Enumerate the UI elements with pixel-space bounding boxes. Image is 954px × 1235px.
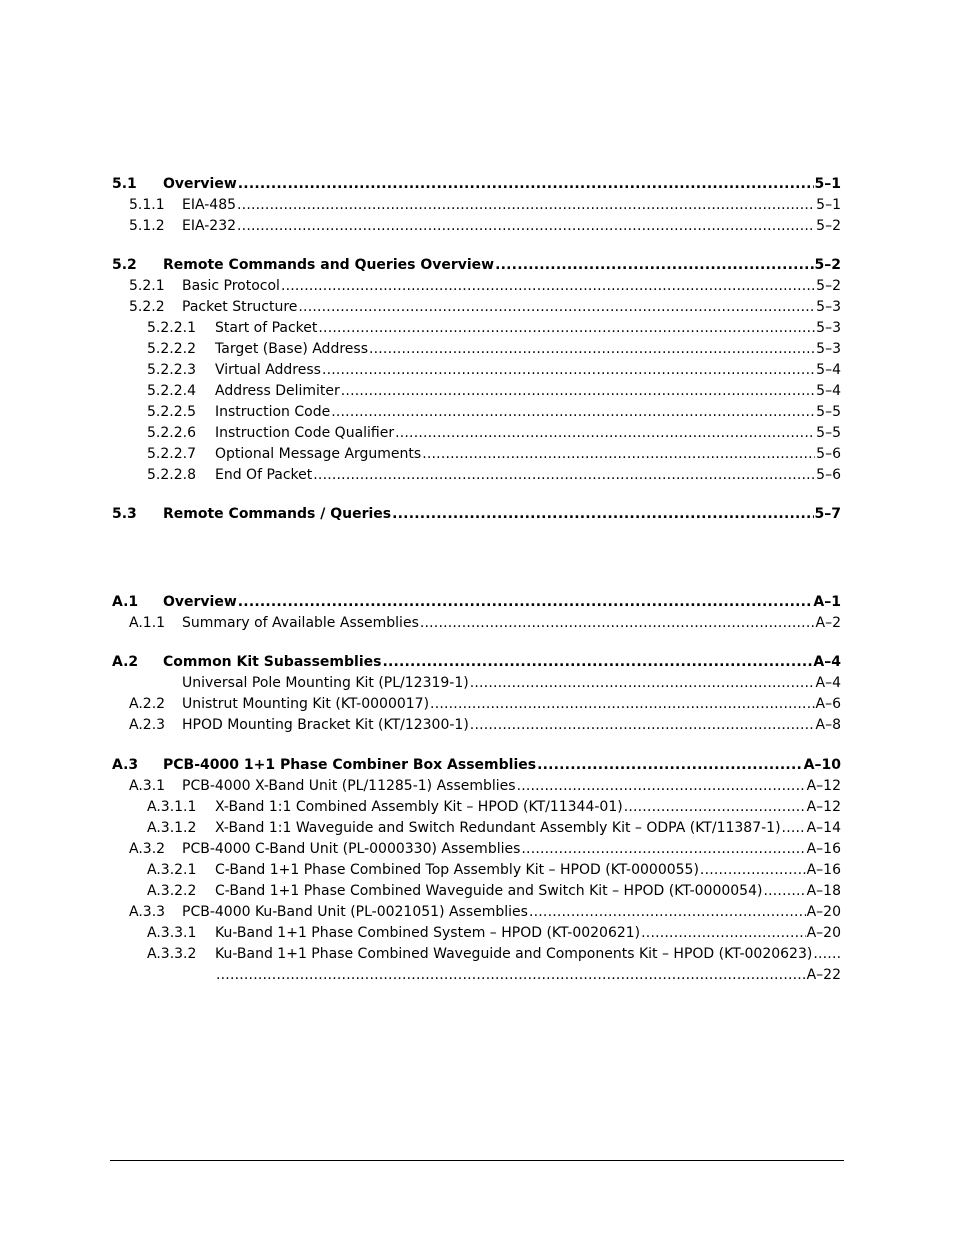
- toc-entry[interactable]: [112, 965, 841, 986]
- toc-dot-leader: [420, 613, 815, 634]
- toc-entry-number: 5.2.2.2: [147, 341, 196, 357]
- toc-entry-title: Remote Commands and Queries Overview: [163, 257, 495, 273]
- toc-dot-leader: [341, 381, 815, 402]
- toc-entry-number: A.3.1.1: [147, 799, 197, 815]
- toc-dot-leader: [392, 504, 813, 525]
- toc-entry-number: 5.3: [112, 506, 137, 522]
- toc-section-entry[interactable]: [112, 652, 841, 673]
- toc-entry[interactable]: [112, 216, 841, 237]
- toc-entry-title: EIA-232: [182, 218, 237, 234]
- toc-entry-title: HPOD Mounting Bracket Kit (KT/12300-1): [182, 717, 469, 733]
- toc-entry[interactable]: [112, 276, 841, 297]
- toc-dot-leader: [470, 673, 815, 694]
- toc-entry-number: A.3.2.1: [147, 862, 197, 878]
- toc-entry[interactable]: [112, 465, 841, 486]
- toc-dot-leader: [495, 255, 813, 276]
- toc-entry-title: Virtual Address: [215, 362, 321, 378]
- toc-entry-title: Start of Packet: [215, 320, 318, 336]
- toc-entry[interactable]: [112, 860, 841, 881]
- toc-entry-page: 5–1: [816, 197, 841, 213]
- toc-dot-leader: [382, 652, 812, 673]
- toc-entry-page: A–18: [806, 883, 841, 899]
- toc-entry-page: 5–4: [816, 362, 841, 378]
- toc-entry-title: Instruction Code Qualifier: [215, 425, 395, 441]
- toc-entry[interactable]: [112, 297, 841, 318]
- toc-entry-number: 5.2.2.8: [147, 467, 196, 483]
- toc-dot-leader: [318, 318, 815, 339]
- toc-entry-number: A.2.2: [129, 696, 166, 712]
- toc-dot-leader: [763, 881, 805, 902]
- toc-dot-leader: [281, 276, 815, 297]
- toc-entry-page: A–6: [815, 696, 841, 712]
- toc-entry-title: Summary of Available Assemblies: [182, 615, 419, 631]
- toc-dot-leader: [782, 818, 806, 839]
- toc-entry-page: 5–2: [814, 257, 841, 273]
- toc-entry-number: 5.2.2.7: [147, 446, 196, 462]
- toc-entry-title: Common Kit Subassemblies: [163, 654, 382, 670]
- toc-entry-number: 5.2.2: [129, 299, 165, 315]
- toc-dot-leader: [298, 297, 815, 318]
- toc-entry[interactable]: [112, 381, 841, 402]
- toc-entry-title: C-Band 1+1 Phase Combined Waveguide and Switch Kit – HPOD (KT-0000054): [215, 883, 763, 899]
- toc-entry[interactable]: [112, 715, 841, 736]
- toc-entry-number: 5.2: [112, 257, 137, 273]
- toc-entry[interactable]: [112, 839, 841, 860]
- toc-entry-title: C-Band 1+1 Phase Combined Top Assembly Kit – HPOD (KT-0000055): [215, 862, 699, 878]
- toc-dot-leader: [237, 216, 815, 237]
- toc-entry-page: 5–3: [816, 320, 841, 336]
- toc-entry-title: Universal Pole Mounting Kit (PL/12319-1): [182, 675, 469, 691]
- toc-entry-title: Address Delimiter: [215, 383, 340, 399]
- toc-entry-number: 5.2.2.1: [147, 320, 196, 336]
- toc-entry-number: A.3.3.1: [147, 925, 197, 941]
- toc-entry[interactable]: [112, 423, 841, 444]
- toc-dot-leader: [813, 944, 840, 965]
- toc-entry-number: A.1.1: [129, 615, 166, 631]
- toc-entry-page: 5–1: [814, 176, 841, 192]
- toc-entry[interactable]: [112, 339, 841, 360]
- toc-dot-leader: [624, 797, 806, 818]
- toc-entry-title: PCB-4000 1+1 Phase Combiner Box Assemblies: [163, 757, 537, 773]
- toc-entry-page: A–10: [803, 757, 841, 773]
- toc-entry-title: PCB-4000 X-Band Unit (PL/11285-1) Assemblies: [182, 778, 516, 794]
- toc-entry-page: 5–4: [816, 383, 841, 399]
- toc-entry-title: EIA-485: [182, 197, 237, 213]
- toc-entry-title: X-Band 1:1 Waveguide and Switch Redundant Assembly Kit – ODPA (KT/11387-1): [215, 820, 781, 836]
- toc-entry[interactable]: [112, 818, 841, 839]
- toc-dot-leader: [238, 592, 813, 613]
- toc-entry-page: 5–6: [816, 467, 841, 483]
- toc-dot-leader: [430, 694, 814, 715]
- footer-rule: [110, 1160, 844, 1161]
- toc-dot-leader: [517, 776, 806, 797]
- toc-entry-number: A.3.3: [129, 904, 166, 920]
- toc-entry-page: A–2: [815, 615, 841, 631]
- toc-entry-title: Target (Base) Address: [215, 341, 368, 357]
- toc-entry-title: Overview: [163, 594, 237, 610]
- toc-entry-title: PCB-4000 C-Band Unit (PL-0000330) Assemblies: [182, 841, 521, 857]
- toc-entry-number: A.2.3: [129, 717, 166, 733]
- toc-entry-number: A.3.1.2: [147, 820, 197, 836]
- toc-entry-page: A–12: [806, 778, 841, 794]
- toc-entry-page: 5–7: [814, 506, 841, 522]
- toc-entry-page: A–20: [806, 904, 841, 920]
- toc-section-entry[interactable]: [112, 174, 841, 195]
- toc-entry[interactable]: [112, 318, 841, 339]
- toc-entry-page: A–14: [806, 820, 841, 836]
- toc-entry-page: 5–2: [816, 218, 841, 234]
- toc-entry[interactable]: [112, 195, 841, 216]
- toc-dot-leader: [369, 339, 815, 360]
- toc-dot-leader: [237, 195, 815, 216]
- toc-entry-title: Basic Protocol: [182, 278, 280, 294]
- toc-entry-title: X-Band 1:1 Combined Assembly Kit – HPOD (KT/11344-01): [215, 799, 623, 815]
- toc-entry[interactable]: [112, 944, 841, 965]
- toc-entry-title: Unistrut Mounting Kit (KT-0000017): [182, 696, 430, 712]
- toc-entry-page: 5–2: [816, 278, 841, 294]
- toc-entry-page: A–8: [815, 717, 841, 733]
- toc-entry[interactable]: [112, 444, 841, 465]
- toc-entry[interactable]: [112, 881, 841, 902]
- toc-dot-leader: [422, 444, 815, 465]
- toc-entry-title: Remote Commands / Queries: [163, 506, 392, 522]
- toc-entry-number: 5.1: [112, 176, 137, 192]
- toc-entry-number: 5.2.2.5: [147, 404, 196, 420]
- toc-entry-page: A–1: [813, 594, 841, 610]
- toc-entry-number: 5.2.1: [129, 278, 165, 294]
- toc-entry-page: A–20: [806, 925, 841, 941]
- toc-entry-title: Overview: [163, 176, 237, 192]
- toc-entry-title: End Of Packet: [215, 467, 313, 483]
- toc-entry[interactable]: [112, 360, 841, 381]
- toc-entry-title: Instruction Code: [215, 404, 331, 420]
- toc-entry-number: A.3: [112, 757, 139, 773]
- toc-entry-number: A.3.2.2: [147, 883, 197, 899]
- toc-entry-number: A.3.1: [129, 778, 166, 794]
- toc-entry[interactable]: [112, 902, 841, 923]
- toc-entry-number: 5.2.2.4: [147, 383, 196, 399]
- toc-dot-leader: [238, 174, 814, 195]
- toc-dot-leader: [322, 360, 815, 381]
- toc-entry-page: 5–5: [816, 425, 841, 441]
- toc-entry-page: 5–5: [816, 404, 841, 420]
- toc-entry-title: Packet Structure: [182, 299, 298, 315]
- toc-entry[interactable]: [112, 673, 841, 694]
- toc-entry-number: A.1: [112, 594, 139, 610]
- toc-entry-number: 5.1.2: [129, 218, 165, 234]
- toc-entry-number: 5.1.1: [129, 197, 165, 213]
- toc-entry-title: Optional Message Arguments: [215, 446, 422, 462]
- toc-entry-page: 5–3: [816, 341, 841, 357]
- toc-dot-leader: [313, 465, 815, 486]
- toc-entry-page: A–4: [815, 675, 841, 691]
- toc-dot-leader: [470, 715, 815, 736]
- toc-entry-number: A.3.2: [129, 841, 166, 857]
- toc-entry[interactable]: [112, 613, 841, 634]
- toc-entry[interactable]: [112, 694, 841, 715]
- toc-dot-leader: [331, 402, 815, 423]
- toc-section-entry[interactable]: [112, 592, 841, 613]
- toc-dot-leader: [537, 755, 803, 776]
- toc-entry-number: 5.2.2.6: [147, 425, 196, 441]
- toc-entry-number: A.2: [112, 654, 139, 670]
- toc-dot-leader: [521, 839, 805, 860]
- toc-entry[interactable]: [112, 402, 841, 423]
- toc-dot-leader: [529, 902, 806, 923]
- toc-entry-number: 5.2.2.3: [147, 362, 196, 378]
- toc-section-entry[interactable]: [112, 504, 841, 525]
- toc-entry[interactable]: [112, 776, 841, 797]
- toc-entry-title: Ku-Band 1+1 Phase Combined Waveguide and Components Kit – HPOD (KT-0020623): [215, 946, 813, 962]
- toc-entry-title: Ku-Band 1+1 Phase Combined System – HPOD (KT-0020621): [215, 925, 641, 941]
- toc-entry-page: A–22: [806, 967, 841, 983]
- toc-dot-leader: [216, 965, 806, 986]
- toc-entry[interactable]: [112, 797, 841, 818]
- toc-entry-page: A–16: [806, 862, 841, 878]
- toc-dot-leader: [700, 860, 806, 881]
- toc-section-entry[interactable]: [112, 255, 841, 276]
- toc-entry[interactable]: [112, 923, 841, 944]
- toc-entry-page: 5–6: [816, 446, 841, 462]
- toc-entry-page: A–12: [806, 799, 841, 815]
- toc-entry-page: A–4: [813, 654, 841, 670]
- toc-entry-title: PCB-4000 Ku-Band Unit (PL-0021051) Assemblies: [182, 904, 528, 920]
- toc-entry-page: A–16: [806, 841, 841, 857]
- toc-entry-page: 5–3: [816, 299, 841, 315]
- toc-section-entry[interactable]: [112, 755, 841, 776]
- toc-entry-number: A.3.3.2: [147, 946, 197, 962]
- toc-dot-leader: [641, 923, 805, 944]
- toc-dot-leader: [395, 423, 815, 444]
